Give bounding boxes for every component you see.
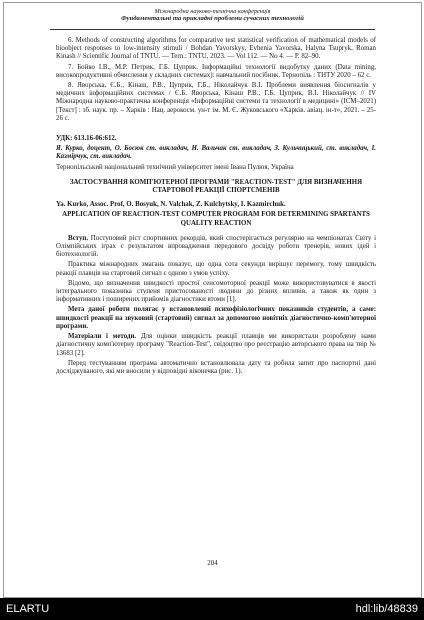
page-frame [3,2,422,598]
intro-label: Вступ. [68,234,89,242]
repository-footer [0,598,424,620]
methods-paragraph [56,333,376,358]
reference-6: 6. Methods of constructing algorithms for comparative test statistical verification of mathematical models of bioobject responses to low-intensity stimuli / Bohdan Yavorskyy, Evhenia Yavorska, Halyna Tsupryk, Roman Kinash // Scientific Journal of TNTU. — Tern.: TNTU, 2023. — Vol 112. — No 4. — P. 82–90. [56,37,376,61]
practice-paragraph: Практика міжнародних змагань показує, що одна сота секунди вирішує перемогу, тому швидкість реакції плавців на стартовий сигнал є одною з умов успіху. [56,261,376,277]
repository-name: ELARTU [6,603,50,615]
header-rule [50,29,375,30]
goal-label: Мета [68,306,85,314]
intro-text: Поступовий ріст спортивних рекордів, який спостерігається регулярно на чемпіонатах Світу і Олімпійських іграх є результатом впровадження передового досвіду роботи тренерів, нових ідей і біотехнологій. [56,234,376,259]
authors-ua: Я. Курко, доцент, О. Босюк ст. викладач, Н. Вальчак ст. викладач, З. Кульчицький, ст. викладач, І. Казмірчук, ст. викладач. [56,145,376,161]
page-content [56,37,376,378]
goal-text: даної роботи полягає у встановленні психофізіологічних показників студентів, а саме: швидкості реакції на звуковий (стартовий) сигнал за допомогою новітніх діагностично-комп'ютерної програми. [56,306,376,330]
authors-en: Ya. Kurko, Assoc. Prof, O. Bosyuk, N. Valchak, Z. Kulchytsky, I. Kazmirchuk. [56,201,286,209]
methods-text: Для оцінки швидкість реакції плавців ми використали розроблену нами діагностичну комп'ютерну програму "Reaction-Test", свідоцтво про реєстрацію авторського права на твір № 13683 [2]. [56,333,376,357]
running-header [4,8,421,23]
page-number: 204 [207,559,218,567]
testing-paragraph: Перед тестуванням програма автоматично встановлювала дату та робила запит про паспортні дані досліджуваного, які ми вносили у відповідні віконечка (рис. 1). [56,359,376,375]
handle-id: hdl:lib/48839 [355,603,418,615]
goal-paragraph [56,306,376,331]
affiliation: Тернопільський національний технічний університет імені Івана Пулюя, Україна [56,163,294,171]
conference-subtitle: Фундаментальні та прикладні проблеми сучасних технологій [121,15,304,22]
title-en: APPLICATION OF REACTION-TEST COMPUTER PROGRAM FOR DETERMINING SPARTANTS QUALITY REACTION [62,211,370,227]
intro-paragraph [56,235,376,260]
conference-name: Міжнародна науково-технічна конференція [154,8,271,15]
known-paragraph: Відомо, що визначення швидкості простої сенсомоторної реакції може використовуватися в якості інтегрального показника ступеня пристосованості людини до різних впливів, а також як один з інформативних і поширених прийомів діагностики втоми [1]. [56,279,376,304]
title-ua: ЗАСТОСУВАННЯ КОМП'ЮТЕРНОЇ ПРОГРАМИ "REACTION-TEST" ДЛЯ ВИЗНАЧЕННЯ СТАРТОВОЇ РЕАКЦІЇ СПОРТСМЕНІВ [69,178,363,195]
reference-8: 8. Яворська, Є.Б., Кінаш, Р.В., Цуприк, Г.Б., Ніколайчук В.І. Проблеми виявлення біосигналів у медичних інформаційних системах / Є.Б. Яворська, Кінаш Р.В., Г.Б. Цуприк, В.І. Ніколайчук // IV Міжнародна науково-практична конференція «Інформаційні системи та технології в медицині» (ICM–2021) [Текст] : зб. наук. пр. – Харків : Нац. аерокосм. ун-т ім. М. Є. Жуковського «Харків. авіац. ін-т», 2021. – 25-26 с. [56,82,376,122]
udk-code: УДК: 613.16-06:612. [56,135,117,143]
methods-label: Матеріали і методи. [68,333,137,341]
reference-7: 7. Бойко І.В., М.Р. Петрик, Г.Б. Цуприк. Інформаційні технології видобутку даних (Data mining, високопродуктивні обчислення у складних системах): навчальний посібник. Тернопіль : ТНТУ 2020 – 62 с. [56,63,376,79]
